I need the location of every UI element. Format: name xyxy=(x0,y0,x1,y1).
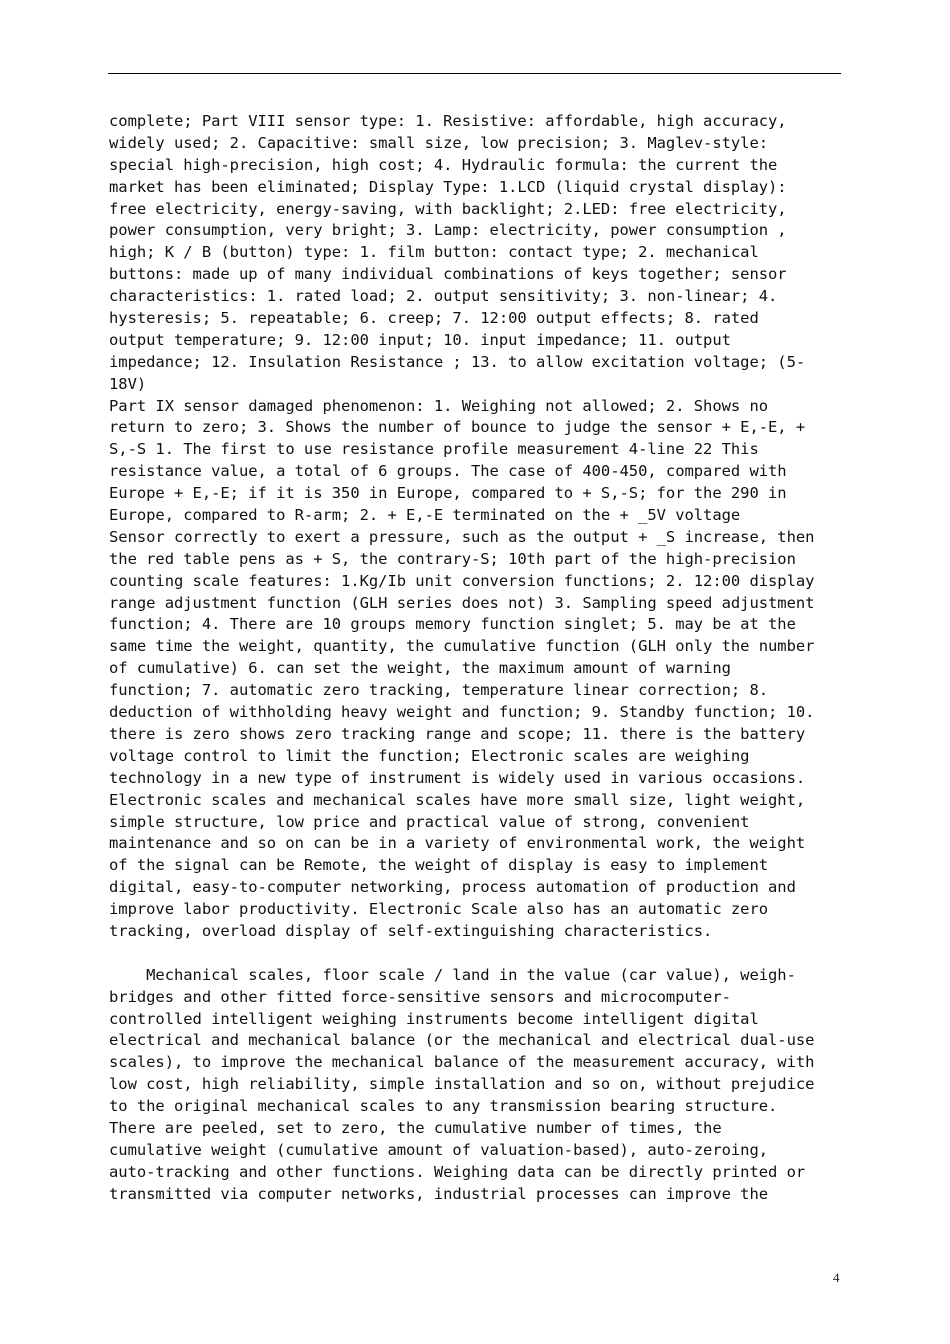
text-line: maintenance and so on can be in a variety of environmental work, the weight xyxy=(109,834,806,853)
text-line: cumulative weight (cumulative amount of valuation-based), auto-zeroing, xyxy=(109,1140,769,1159)
text-line: output temperature; 9. 12:00 input; 10. input impedance; 11. output xyxy=(109,330,731,349)
text-line: resistance value, a total of 6 groups. The case of 400-450, compared with xyxy=(109,462,787,481)
text-line: tracking, overload display of self-extinguishing characteristics. xyxy=(109,921,713,940)
text-line: digital, easy-to-computer networking, process automation of production and xyxy=(109,878,796,897)
text-line: Part IX sensor damaged phenomenon: 1. Weighing not allowed; 2. Shows no xyxy=(109,396,769,415)
text-line: auto-tracking and other functions. Weighing data can be directly printed or xyxy=(109,1162,806,1181)
text-line: voltage control to limit the function; Electronic scales are weighing xyxy=(109,746,750,765)
text-line: Europe + E,-E; if it is 350 in Europe, compared to + S,-S; for the 290 in xyxy=(109,484,787,503)
text-line: market has been eliminated; Display Type: 1.LCD (liquid crystal display): xyxy=(109,177,787,196)
text-line: complete; Part VIII sensor type: 1. Resistive: affordable, high accuracy, xyxy=(109,112,787,130)
text-line: scales), to improve the mechanical balance of the measurement accuracy, with xyxy=(109,1053,815,1072)
text-line: function; 4. There are 10 groups memory function singlet; 5. may be at the xyxy=(109,615,796,634)
text-line: of cumulative) 6. can set the weight, the maximum amount of warning xyxy=(109,659,731,678)
text-line: impedance; 12. Insulation Resistance ; 13. to allow excitation voltage; (5- xyxy=(109,352,806,371)
text-line: the red table pens as + S, the contrary-S; 10th part of the high-precision xyxy=(109,549,796,568)
text-line: special high-precision, high cost; 4. Hydraulic formula: the current the xyxy=(109,155,778,174)
text-line: improve labor productivity. Electronic Scale also has an automatic zero xyxy=(109,900,769,919)
text-line: Electronic scales and mechanical scales have more small size, light weight, xyxy=(109,790,806,809)
text-line: technology in a new type of instrument is widely used in various occasions. xyxy=(109,768,806,787)
text-line: bridges and other fitted force-sensitive sensors and microcomputer- xyxy=(109,987,731,1006)
text-line: Mechanical scales, floor scale / land in the value (car value), weigh- xyxy=(109,965,796,984)
text-line: widely used; 2. Capacitive: small size, low precision; 3. Maglev-style: xyxy=(109,133,769,152)
text-line: electrical and mechanical balance (or the mechanical and electrical dual-use xyxy=(109,1031,815,1050)
header-rule xyxy=(108,73,841,74)
text-line: to the original mechanical scales to any transmission bearing structure. xyxy=(109,1097,778,1116)
text-line: transmitted via computer networks, industrial processes can improve the xyxy=(109,1184,769,1203)
text-line: free electricity, energy-saving, with backlight; 2.LED: free electricity, xyxy=(109,199,787,218)
text-line: simple structure, low price and practical value of strong, convenient xyxy=(109,812,750,831)
text-line: Sensor correctly to exert a pressure, such as the output + _S increase, then xyxy=(109,527,815,546)
text-line: hysteresis; 5. repeatable; 6. creep; 7. 12:00 output effects; 8. rated xyxy=(109,309,759,328)
text-line: 18V) xyxy=(109,374,147,393)
text-line: controlled intelligent weighing instruments become intelligent digital xyxy=(109,1009,759,1028)
text-line: low cost, high reliability, simple installation and so on, without prejudice xyxy=(109,1075,815,1094)
text-line: Europe, compared to R-arm; 2. + E,-E terminated on the + _5V voltage xyxy=(109,506,741,525)
text-line: same time the weight, quantity, the cumulative function (GLH only the number xyxy=(109,637,815,656)
text-line: range adjustment function (GLH series does not) 3. Sampling speed adjustment xyxy=(109,593,815,612)
text-line: counting scale features: 1.Kg/Ib unit conversion functions; 2. 12:00 display xyxy=(109,571,815,590)
paragraph xyxy=(109,111,849,943)
paragraph xyxy=(109,965,849,1206)
text-line: buttons: made up of many individual combinations of keys together; sensor xyxy=(109,265,787,284)
text-line: function; 7. automatic zero tracking, temperature linear correction; 8. xyxy=(109,681,769,700)
text-line: of the signal can be Remote, the weight of display is easy to implement xyxy=(109,856,769,875)
paragraph-spacer xyxy=(109,943,849,965)
text-line: deduction of withholding heavy weight and function; 9. Standby function; 10. xyxy=(109,703,815,722)
text-line: S,-S 1. The first to use resistance profile measurement 4-line 22 This xyxy=(109,440,759,459)
document-body xyxy=(109,111,849,1206)
text-line: there is zero shows zero tracking range and scope; 11. there is the battery xyxy=(109,724,806,743)
page-number: 4 xyxy=(833,1270,840,1285)
text-line: There are peeled, set to zero, the cumulative number of times, the xyxy=(109,1118,722,1137)
text-line: characteristics: 1. rated load; 2. output sensitivity; 3. non-linear; 4. xyxy=(109,287,778,306)
text-line: high; K / B (button) type: 1. film button: contact type; 2. mechanical xyxy=(109,243,759,262)
text-line: return to zero; 3. Shows the number of bounce to judge the sensor + E,-E, + xyxy=(109,418,806,437)
text-line: power consumption, very bright; 3. Lamp: electricity, power consumption , xyxy=(109,221,787,240)
